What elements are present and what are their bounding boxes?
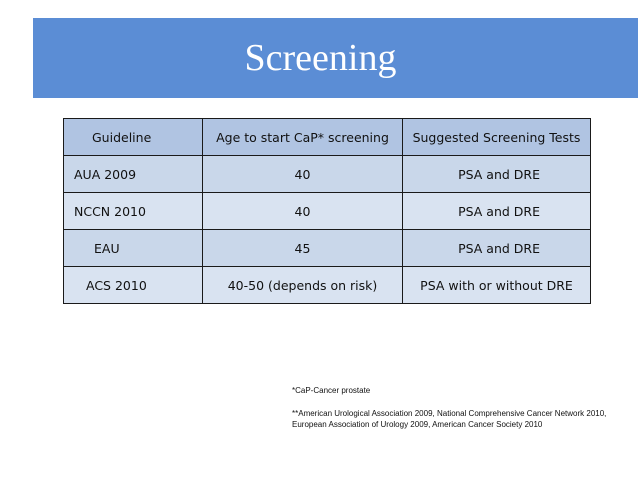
slide-title: Screening (244, 37, 397, 79)
cell-tests: PSA and DRE (403, 156, 591, 193)
footnotes (292, 385, 622, 442)
footnote-sources: **American Urological Association 2009, National Comprehensive Cancer Network 2010, European Association of Urology 2009, American Cancer Society 2010 (292, 409, 607, 429)
cell-age: 40 (203, 156, 403, 193)
table-row (64, 156, 591, 193)
screening-table (63, 118, 591, 304)
cell-tests: PSA with or without DRE (403, 267, 591, 304)
header-guideline: Guideline (64, 119, 203, 156)
cell-tests: PSA and DRE (403, 193, 591, 230)
table-row (64, 193, 591, 230)
cell-guideline: AUA 2009 (64, 156, 203, 193)
footnote-cap: *CaP-Cancer prostate (292, 386, 371, 395)
cell-age: 40-50 (depends on risk) (203, 267, 403, 304)
header-tests: Suggested Screening Tests (403, 119, 591, 156)
cell-guideline: EAU (64, 230, 203, 267)
cell-guideline: ACS 2010 (64, 267, 203, 304)
cell-tests: PSA and DRE (403, 230, 591, 267)
table-row (64, 267, 591, 304)
cell-age: 40 (203, 193, 403, 230)
cell-age: 45 (203, 230, 403, 267)
table-header-row (64, 119, 591, 156)
header-age: Age to start CaP* screening (203, 119, 403, 156)
table-row (64, 230, 591, 267)
cell-guideline: NCCN 2010 (64, 193, 203, 230)
